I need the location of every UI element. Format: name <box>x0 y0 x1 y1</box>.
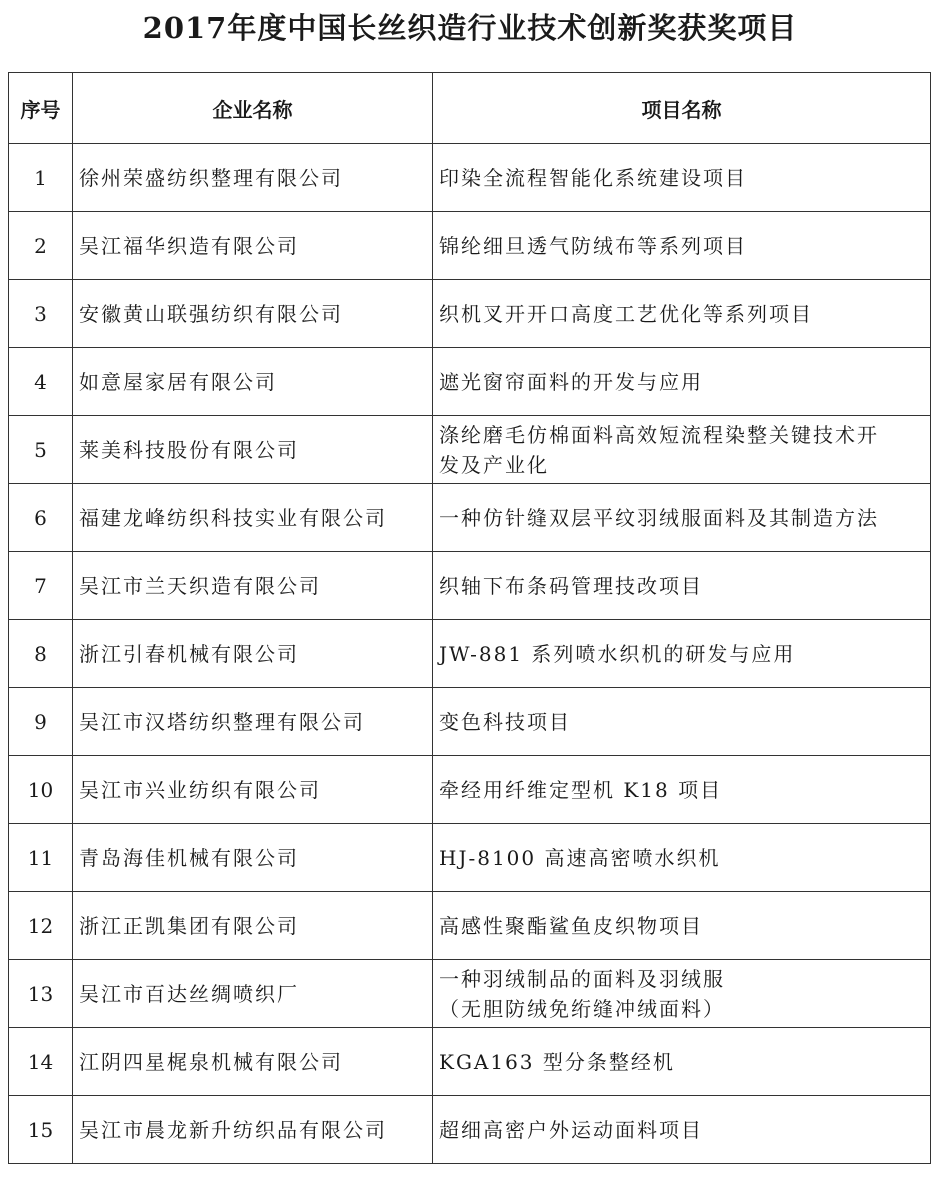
row-project-name: JW-881 系列喷水织机的研发与应用 <box>433 620 931 688</box>
table-row <box>9 280 931 348</box>
header-project-name: 项目名称 <box>433 73 931 144</box>
table-row <box>9 620 931 688</box>
table-header-row <box>9 73 931 144</box>
row-company-name: 徐州荣盛纺织整理有限公司 <box>73 144 433 212</box>
row-project-name: 一种仿针缝双层平纹羽绒服面料及其制造方法 <box>433 484 931 552</box>
row-serial-number: 2 <box>9 212 73 280</box>
row-serial-number: 11 <box>9 824 73 892</box>
row-serial-number: 12 <box>9 892 73 960</box>
table-row <box>9 960 931 1028</box>
table-row <box>9 212 931 280</box>
row-project-name: 印染全流程智能化系统建设项目 <box>433 144 931 212</box>
row-serial-number: 13 <box>9 960 73 1028</box>
row-serial-number: 8 <box>9 620 73 688</box>
table-row <box>9 348 931 416</box>
table-row <box>9 416 931 484</box>
row-project-name: 超细高密户外运动面料项目 <box>433 1096 931 1164</box>
table-row <box>9 144 931 212</box>
row-project-name: 遮光窗帘面料的开发与应用 <box>433 348 931 416</box>
table-row <box>9 1096 931 1164</box>
row-company-name: 吴江市兰天织造有限公司 <box>73 552 433 620</box>
table-row <box>9 688 931 756</box>
row-serial-number: 14 <box>9 1028 73 1096</box>
row-project-name: 牵经用纤维定型机 K18 项目 <box>433 756 931 824</box>
row-company-name: 江阴四星梶泉机械有限公司 <box>73 1028 433 1096</box>
row-serial-number: 15 <box>9 1096 73 1164</box>
row-serial-number: 3 <box>9 280 73 348</box>
row-project-name: 织机叉开开口高度工艺优化等系列项目 <box>433 280 931 348</box>
row-project-name: 锦纶细旦透气防绒布等系列项目 <box>433 212 931 280</box>
table-row <box>9 756 931 824</box>
row-project-name: HJ-8100 高速高密喷水织机 <box>433 824 931 892</box>
row-serial-number: 6 <box>9 484 73 552</box>
row-company-name: 吴江市百达丝绸喷织厂 <box>73 960 433 1028</box>
header-serial-number: 序号 <box>9 73 73 144</box>
row-serial-number: 10 <box>9 756 73 824</box>
header-company-name: 企业名称 <box>73 73 433 144</box>
row-project-name: KGA163 型分条整经机 <box>433 1028 931 1096</box>
table-row <box>9 824 931 892</box>
row-serial-number: 5 <box>9 416 73 484</box>
row-serial-number: 4 <box>9 348 73 416</box>
table-row <box>9 552 931 620</box>
row-company-name: 莱美科技股份有限公司 <box>73 416 433 484</box>
row-project-name: 变色科技项目 <box>433 688 931 756</box>
table-row <box>9 892 931 960</box>
row-project-name: 涤纶磨毛仿棉面料高效短流程染整关键技术开 发及产业化 <box>433 416 931 484</box>
row-company-name: 青岛海佳机械有限公司 <box>73 824 433 892</box>
table-row <box>9 484 931 552</box>
row-serial-number: 7 <box>9 552 73 620</box>
table-row <box>9 1028 931 1096</box>
row-company-name: 吴江市兴业纺织有限公司 <box>73 756 433 824</box>
row-company-name: 吴江福华织造有限公司 <box>73 212 433 280</box>
row-serial-number: 1 <box>9 144 73 212</box>
row-company-name: 如意屋家居有限公司 <box>73 348 433 416</box>
row-company-name: 浙江引春机械有限公司 <box>73 620 433 688</box>
row-project-name: 织轴下布条码管理技改项目 <box>433 552 931 620</box>
row-company-name: 吴江市汉塔纺织整理有限公司 <box>73 688 433 756</box>
row-serial-number: 9 <box>9 688 73 756</box>
row-company-name: 浙江正凯集团有限公司 <box>73 892 433 960</box>
row-project-name: 一种羽绒制品的面料及羽绒服 （无胆防绒免绗缝冲绒面料） <box>433 960 931 1028</box>
document-title: 2017年度中国长丝织造行业技术创新奖获奖项目 <box>142 11 798 45</box>
row-company-name: 吴江市晨龙新升纺织品有限公司 <box>73 1096 433 1164</box>
row-company-name: 安徽黄山联强纺织有限公司 <box>73 280 433 348</box>
awards-table <box>8 72 931 1164</box>
row-company-name: 福建龙峰纺织科技实业有限公司 <box>73 484 433 552</box>
row-project-name: 高感性聚酯鲨鱼皮织物项目 <box>433 892 931 960</box>
